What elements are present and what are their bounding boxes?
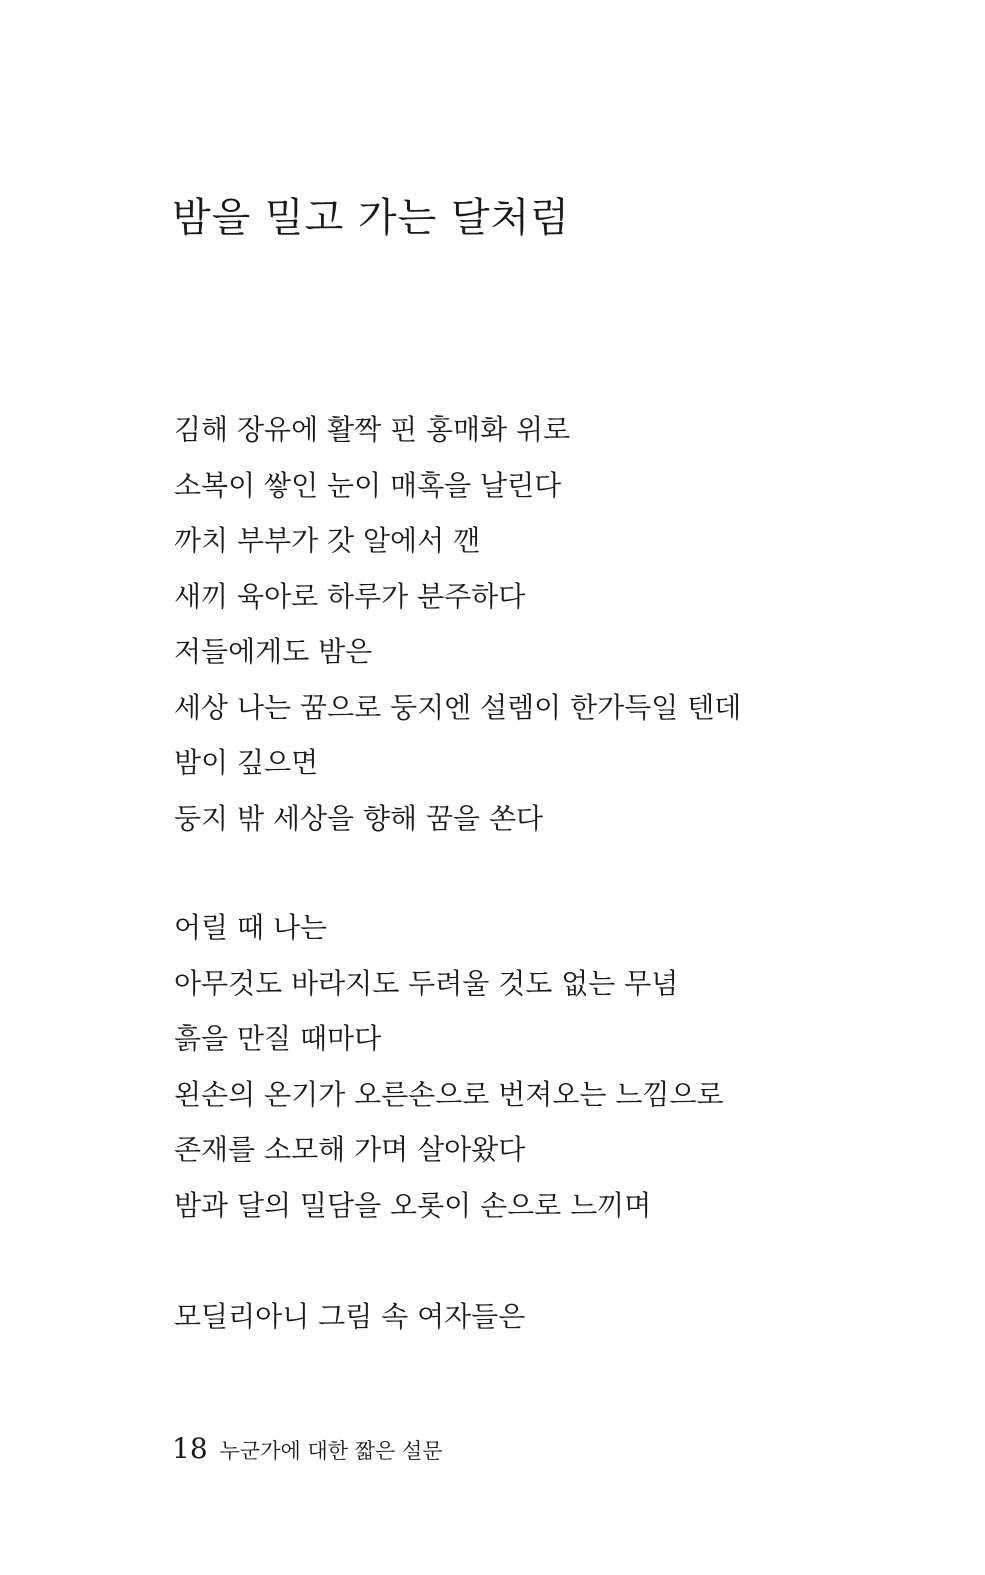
poem-line: 왼손의 온기가 오른손으로 번져오는 느낌으로 bbox=[174, 1077, 724, 1111]
poem-line: 김해 장유에 활짝 핀 홍매화 위로 bbox=[174, 413, 571, 446]
poem-line: 모딜리아니 그림 속 여자들은 bbox=[174, 1300, 526, 1333]
stanza-1 bbox=[174, 402, 741, 846]
poem-line: 어릴 때 나는 bbox=[174, 911, 328, 944]
running-book-title: 누군가에 대한 짧은 설문 bbox=[219, 1439, 443, 1463]
poem-line: 둥지 밖 세상을 향해 꿈을 쏜다 bbox=[174, 801, 544, 835]
poem-line: 존재를 소모해 가며 살아왔다 bbox=[174, 1133, 526, 1166]
stanza-2 bbox=[174, 900, 724, 1233]
poem-line: 새끼 육아로 하루가 분주하다 bbox=[174, 579, 526, 613]
poem-line: 세상 나는 꿈으로 둥지엔 설렘이 한가득일 텐데 bbox=[174, 690, 742, 724]
page-number: 18 bbox=[172, 1432, 208, 1465]
poem-line: 밤이 깊으면 bbox=[174, 746, 319, 779]
poem-line: 소복이 쌓인 눈이 매혹을 날린다 bbox=[174, 468, 562, 502]
poem-line: 밤과 달의 밀담을 오롯이 손으로 느끼며 bbox=[174, 1188, 652, 1222]
poem-line: 흙을 만질 때마다 bbox=[174, 1022, 382, 1055]
poem-title: 밤을 밀고 가는 달처럼 bbox=[172, 195, 570, 241]
poem-line: 까치 부부가 갓 알에서 깬 bbox=[174, 524, 481, 557]
page-footer bbox=[172, 1425, 443, 1473]
poem-line: 저들에게도 밤은 bbox=[174, 635, 373, 668]
stanza-3 bbox=[174, 1289, 525, 1345]
poem-line: 아무것도 바라지도 두려울 것도 없는 무념 bbox=[174, 966, 679, 1000]
